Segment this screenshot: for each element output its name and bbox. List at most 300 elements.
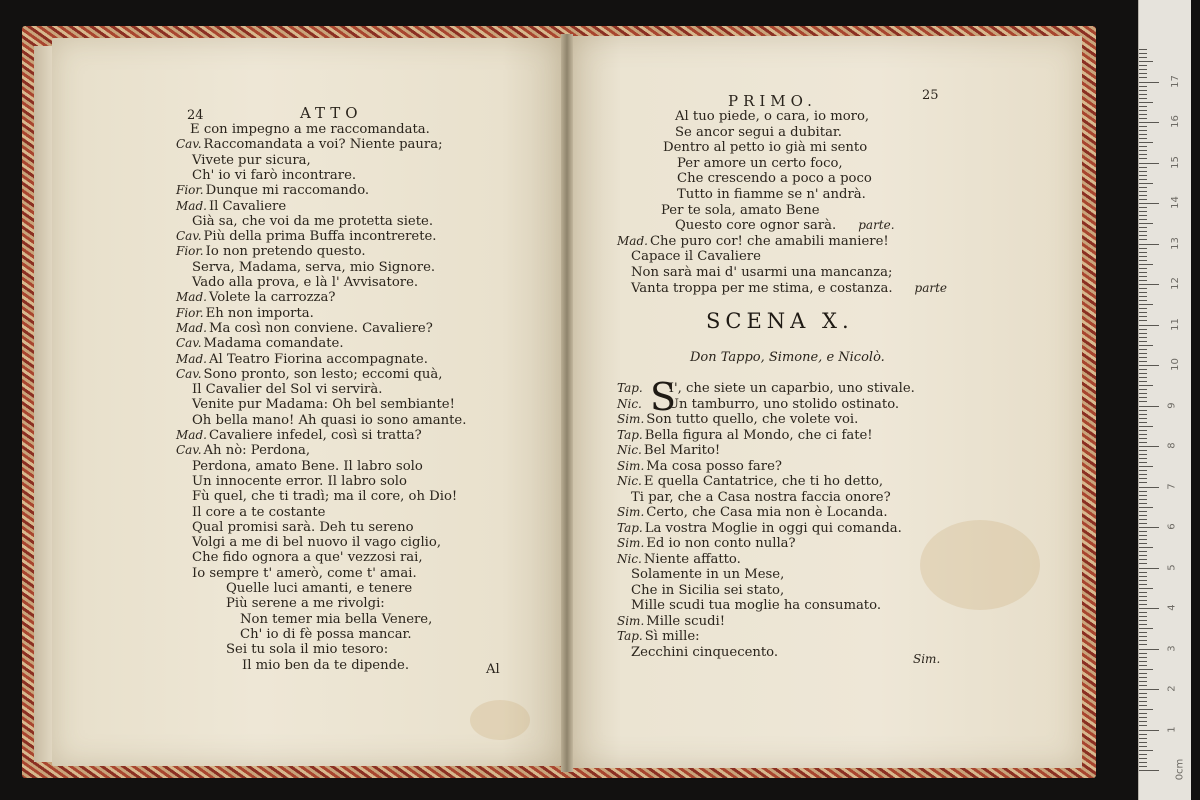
text-line	[192, 489, 457, 504]
speaker-label: Sim.	[617, 412, 645, 426]
ruler-tick	[1139, 458, 1147, 459]
speaker-label: Mad.	[617, 233, 648, 248]
ruler-tick	[1139, 410, 1147, 411]
text-line	[240, 612, 432, 627]
ruler-tick	[1139, 260, 1147, 261]
text-line	[226, 596, 385, 611]
ruler-label: 3	[1166, 644, 1178, 652]
ruler-tick	[1139, 167, 1147, 168]
verse-text: Vivete pur sicura,	[192, 152, 311, 168]
ruler-tick	[1139, 65, 1147, 66]
ruler-tick	[1139, 523, 1147, 524]
ruler-tick	[1139, 397, 1147, 398]
text-line	[677, 171, 872, 186]
ruler-label: 11	[1169, 317, 1181, 331]
ruler-tick	[1139, 300, 1147, 301]
catchword: Sim.	[913, 652, 941, 666]
ruler-tick	[1139, 312, 1147, 313]
ruler-tick	[1139, 325, 1159, 326]
text-line	[631, 249, 761, 264]
verse-text: Ma cosa posso fare?	[646, 458, 782, 474]
verse-text: Non sarà mai d' usarmi una mancanza;	[631, 265, 893, 280]
verse-text: Vado alla prova, e là l' Avvisatore.	[192, 275, 419, 290]
page-number: 25	[922, 88, 939, 103]
ruler-label: 1	[1166, 725, 1178, 733]
ruler-tick	[1139, 215, 1147, 216]
ruler-tick	[1139, 203, 1159, 204]
ruler-tick	[1139, 219, 1147, 220]
verse-text: Se ancor segui a dubitar.	[675, 124, 842, 140]
text-line	[176, 321, 433, 336]
ruler-tick	[1139, 721, 1147, 722]
verse-text: Dunque mi raccomando.	[205, 183, 370, 199]
ruler-tick	[1139, 470, 1147, 471]
ruler-label: 8	[1166, 442, 1178, 449]
text-line	[176, 367, 442, 382]
verse-text: Volete la carrozza?	[208, 290, 336, 306]
ruler-tick	[1139, 746, 1147, 747]
ruler-tick	[1139, 106, 1147, 107]
book-gutter	[561, 34, 573, 772]
verse-text: Ed io non conto nulla?	[646, 536, 796, 551]
verse-text: Perdona, amato Bene. Il labro solo	[192, 458, 423, 474]
ruler-tick	[1139, 183, 1153, 184]
speaker-label: Tap.	[617, 427, 643, 442]
ruler-tick	[1139, 442, 1147, 443]
speaker-label: Nic.	[617, 443, 642, 457]
ruler-tick	[1139, 495, 1147, 496]
ruler-tick	[1139, 401, 1147, 402]
ruler-tick	[1139, 673, 1147, 674]
verse-text: Già sa, che voi da me protetta siete.	[192, 213, 434, 229]
ruler-tick	[1139, 551, 1147, 552]
foxing-stain	[470, 700, 530, 740]
speaker-label: Cav.	[176, 443, 202, 458]
text-line	[631, 265, 892, 280]
ruler-tick	[1139, 600, 1147, 601]
speaker-label: Fior.	[176, 244, 204, 259]
ruler-tick	[1139, 142, 1153, 143]
text-line	[617, 505, 888, 520]
ruler-tick	[1139, 689, 1159, 690]
verse-text: Serva, Madama, serva, mio Signore.	[192, 259, 436, 275]
verse-text: Venite pur Madama: Oh bel sembiante!	[192, 397, 455, 413]
ruler-tick	[1139, 268, 1147, 269]
speaker-label: Cav.	[176, 229, 202, 244]
speaker-label: Mad.	[176, 198, 207, 213]
ruler-tick	[1139, 584, 1147, 585]
ruler-tick	[1139, 770, 1159, 771]
text-line	[192, 382, 382, 397]
ruler-tick	[1139, 572, 1147, 573]
ruler-tick	[1139, 750, 1153, 751]
text-line	[631, 281, 949, 296]
ruler-label: 6	[1166, 523, 1178, 530]
ruler-tick	[1139, 114, 1147, 115]
speaker-label: Nic.	[617, 396, 642, 411]
verse-text: Sì mille:	[644, 629, 700, 644]
ruler-tick	[1139, 284, 1159, 285]
ruler-tick	[1139, 187, 1147, 188]
ruler-tick	[1139, 592, 1147, 593]
ruler-tick	[1139, 264, 1153, 265]
ruler-tick	[1139, 195, 1147, 196]
ruler-tick	[1139, 280, 1147, 281]
ruler-tick	[1139, 130, 1147, 131]
text-line	[617, 614, 725, 629]
ruler-tick	[1139, 588, 1153, 589]
verse-text: Qual promisi sarà. Deh tu sereno	[192, 519, 414, 535]
ruler-tick	[1139, 730, 1159, 731]
ruler-tick	[1139, 701, 1147, 702]
text-line	[192, 520, 414, 535]
text-line	[192, 397, 455, 412]
ruler-tick	[1139, 94, 1147, 95]
ruler-tick	[1139, 393, 1147, 394]
ruler-tick	[1139, 677, 1147, 678]
text-line	[617, 536, 796, 551]
ruler-label: 5	[1166, 563, 1178, 571]
verse-text: E quella Cantatrice, che ti ho detto,	[643, 474, 884, 489]
verse-text: Raccomandata a voi? Niente paura;	[203, 137, 443, 153]
text-line	[617, 521, 902, 536]
verse-text: Mille scudi!	[646, 613, 726, 629]
verse-text: Dentro al petto io già mi sento	[663, 140, 868, 156]
verse-text: Son tutto quello, che volete voi.	[646, 412, 859, 427]
ruler-tick	[1139, 515, 1147, 516]
speaker-label: Fior.	[176, 183, 204, 198]
ruler-tick	[1139, 454, 1147, 455]
ruler-tick	[1139, 612, 1147, 613]
ruler-tick	[1139, 657, 1147, 658]
ruler-tick	[1139, 256, 1147, 257]
ruler-tick	[1139, 559, 1147, 560]
ruler-tick	[1139, 118, 1147, 119]
ruler-label: 13	[1169, 236, 1181, 250]
ruler-tick	[1139, 385, 1153, 386]
ruler-tick	[1139, 57, 1147, 58]
ruler-tick	[1139, 333, 1147, 334]
ruler-tick	[1139, 478, 1147, 479]
verse-text: Il mio ben da te dipende.	[242, 657, 410, 673]
text-line	[661, 203, 820, 218]
verse-text: Io sempre t' amerò, come t' amai.	[192, 565, 417, 581]
verse-text: Il core a te costante	[192, 504, 326, 520]
measuring-ruler	[1138, 0, 1191, 800]
ruler-tick	[1139, 154, 1147, 155]
ruler-tick	[1139, 434, 1147, 435]
ruler-tick	[1139, 207, 1147, 208]
ruler-tick	[1139, 90, 1147, 91]
ruler-tick	[1139, 171, 1147, 172]
ruler-tick	[1139, 576, 1147, 577]
speaker-label: Sim.	[617, 536, 645, 550]
scene-characters: Don Tappo, Simone, e Nicolò.	[690, 350, 885, 365]
verse-text: Sei tu sola il mio tesoro:	[226, 642, 389, 658]
running-header: ATTO	[300, 104, 363, 122]
speaker-label: Mad.	[176, 290, 207, 305]
verse-text: Solamente in un Mese,	[631, 567, 785, 582]
ruler-tick	[1139, 450, 1147, 451]
ruler-tick	[1139, 685, 1147, 686]
ruler-tick	[1139, 134, 1147, 135]
page-number: 24	[187, 108, 204, 123]
text-line	[192, 275, 418, 290]
ruler-tick	[1139, 49, 1147, 50]
ruler-tick	[1139, 179, 1147, 180]
text-line	[631, 490, 891, 505]
ruler-tick	[1139, 199, 1147, 200]
speaker-label: Sim.	[617, 505, 645, 519]
ruler-tick	[1139, 705, 1147, 706]
ruler-tick	[1139, 73, 1147, 74]
ruler-tick	[1139, 499, 1147, 500]
ruler-tick	[1139, 563, 1147, 564]
ruler-tick	[1139, 158, 1147, 159]
ruler-tick	[1139, 547, 1153, 548]
stage-direction: parte	[914, 280, 948, 295]
ruler-tick	[1139, 316, 1147, 317]
ruler-tick	[1139, 644, 1147, 645]
text-line	[242, 658, 409, 673]
ruler-tick	[1139, 304, 1153, 305]
verse-text: Bel Marito!	[643, 443, 721, 458]
ruler-tick	[1139, 725, 1147, 726]
ruler-tick	[1139, 276, 1147, 277]
ruler-tick	[1139, 527, 1159, 528]
ruler-tick	[1139, 539, 1147, 540]
ruler-tick	[1139, 758, 1147, 759]
text-line	[617, 397, 899, 412]
ruler-tick	[1139, 762, 1147, 763]
ruler-label: 14	[1169, 196, 1181, 209]
text-line	[617, 443, 720, 458]
verse-text: Oh bella mano! Ah quasi io sono amante.	[192, 412, 467, 428]
text-line	[663, 140, 867, 155]
ruler-tick	[1139, 709, 1153, 710]
ruler-tick	[1139, 555, 1147, 556]
text-line	[192, 474, 407, 489]
ruler-tick	[1139, 632, 1147, 633]
text-line	[617, 412, 858, 427]
ruler-tick	[1139, 345, 1153, 346]
ruler-tick	[1139, 474, 1147, 475]
ruler-tick	[1139, 146, 1147, 147]
text-line	[192, 566, 417, 581]
ruler-tick	[1139, 580, 1147, 581]
speaker-label: Tap.	[617, 381, 643, 395]
text-line	[617, 428, 873, 443]
ruler-tick	[1139, 717, 1147, 718]
ruler-tick	[1139, 640, 1147, 641]
ruler-tick	[1139, 292, 1147, 293]
ruler-tick	[1139, 296, 1147, 297]
text-line	[617, 552, 741, 567]
ruler-tick	[1139, 738, 1147, 739]
text-line	[192, 168, 356, 183]
ruler-tick	[1139, 211, 1147, 212]
speaker-label: Tap.	[617, 520, 643, 535]
verse-text: Quelle luci amanti, e tenere	[226, 581, 413, 596]
ruler-tick	[1139, 742, 1147, 743]
verse-text: Bella figura al Mondo, che ci fate!	[644, 427, 873, 443]
verse-text: Che puro cor! che amabili maniere!	[649, 233, 889, 249]
page-edges	[34, 46, 54, 762]
ruler-tick	[1139, 320, 1147, 321]
speaker-label: Cav.	[176, 366, 202, 381]
scene-title: SCENA X.	[706, 309, 854, 333]
ruler-tick	[1139, 438, 1147, 439]
verse-text: Un innocente error. Il labro solo	[192, 473, 407, 489]
text-line	[176, 290, 335, 305]
speaker-label: Mad.	[176, 320, 207, 335]
text-line	[675, 109, 869, 124]
text-line	[675, 125, 842, 140]
verse-text: Zecchini cinquecento.	[631, 644, 779, 660]
verse-text: Che crescendo a poco a poco	[677, 171, 872, 187]
ruler-label: 17	[1169, 74, 1181, 88]
running-header: PRIMO.	[728, 92, 817, 110]
verse-text: Per te sola, amato Bene	[661, 202, 820, 218]
ruler-tick	[1139, 163, 1159, 164]
ruler-label: 16	[1169, 115, 1181, 128]
ruler-tick	[1139, 665, 1147, 666]
ruler-tick	[1139, 636, 1147, 637]
ruler-tick	[1139, 235, 1147, 236]
ruler-tick	[1139, 754, 1147, 755]
ruler-tick	[1139, 503, 1147, 504]
verse-text: Il Cavalier del Sol vi servirà.	[192, 382, 383, 398]
ruler-tick	[1139, 669, 1153, 670]
ruler-tick	[1139, 491, 1147, 492]
ruler-label: 0cm	[1174, 758, 1186, 781]
text-line	[192, 153, 311, 168]
ruler-tick	[1139, 482, 1147, 483]
text-line	[176, 336, 344, 351]
ruler-tick	[1139, 373, 1147, 374]
text-line	[240, 627, 412, 642]
ruler-tick	[1139, 620, 1147, 621]
text-line	[192, 214, 433, 229]
verse-text: Fù quel, che ti tradì; ma il core, oh Dio!	[192, 489, 458, 505]
text-line	[176, 244, 366, 259]
ruler-tick	[1139, 596, 1147, 597]
ruler-tick	[1139, 353, 1147, 354]
text-line	[176, 352, 428, 367]
ruler-tick	[1139, 377, 1147, 378]
ruler-tick	[1139, 337, 1147, 338]
speaker-label: Cav.	[176, 137, 202, 152]
verse-text: Più serene a me rivolgi:	[226, 596, 385, 612]
verse-text: Un tamburro, uno stolido ostinato.	[667, 396, 900, 412]
verse-text: Ch' io vi farò incontrare.	[192, 167, 357, 183]
ruler-tick	[1139, 244, 1159, 245]
ruler-tick	[1139, 466, 1153, 467]
speaker-label: Sim.	[617, 458, 645, 473]
verse-text: Tutto in fiamme se n' andrà.	[677, 187, 866, 202]
ruler-tick	[1139, 381, 1147, 382]
ruler-tick	[1139, 414, 1147, 415]
verse-text: Più della prima Buffa incontrerete.	[203, 229, 437, 245]
speaker-label: Mad.	[176, 428, 207, 442]
ruler-tick	[1139, 102, 1153, 103]
ruler-tick	[1139, 535, 1147, 536]
ruler-tick	[1139, 150, 1147, 151]
text-line	[631, 645, 778, 660]
text-line	[176, 428, 422, 443]
ruler-tick	[1139, 341, 1147, 342]
ruler-tick	[1139, 531, 1147, 532]
ruler-tick	[1139, 122, 1159, 123]
ruler-tick	[1139, 430, 1147, 431]
verse-text: Ti par, che a Casa nostra faccia onore?	[631, 489, 891, 505]
verse-text: Volgi a me di bel nuovo il vago ciglio,	[192, 535, 442, 551]
ruler-tick	[1139, 697, 1147, 698]
ruler-tick	[1139, 175, 1147, 176]
ruler-tick	[1139, 361, 1147, 362]
speaker-label: Mad.	[176, 351, 207, 366]
ruler-tick	[1139, 734, 1147, 735]
ruler-tick	[1139, 446, 1159, 447]
ruler-tick	[1139, 487, 1159, 488]
ruler-tick	[1139, 369, 1147, 370]
verse-text: Certo, che Casa mia non è Locanda.	[646, 505, 888, 520]
verse-text: Sono pronto, son lesto; eccomi quà,	[203, 366, 443, 382]
verse-text: Eh non importa.	[205, 305, 314, 321]
speaker-label: Nic.	[617, 474, 642, 488]
text-line	[192, 535, 441, 550]
verse-text: I', che siete un caparbio, uno stivale.	[668, 381, 915, 396]
text-line	[617, 381, 915, 396]
ruler-tick	[1139, 53, 1147, 54]
text-line	[617, 474, 883, 489]
text-line	[631, 567, 784, 582]
verse-text: Ah nò: Perdona,	[203, 443, 311, 459]
text-line	[176, 183, 369, 198]
stage-direction: parte.	[858, 218, 895, 233]
verse-text: Ma così non conviene. Cavaliere?	[208, 320, 433, 336]
ruler-tick	[1139, 126, 1147, 127]
speaker-label: Sim.	[617, 613, 645, 628]
speaker-label: Fior.	[176, 305, 204, 320]
verse-text: Non temer mia bella Venere,	[240, 611, 433, 627]
ruler-label: 7	[1166, 482, 1178, 490]
ruler-label: 10	[1169, 358, 1181, 371]
ruler-tick	[1139, 82, 1159, 83]
text-line	[617, 234, 889, 249]
ruler-tick	[1139, 357, 1147, 358]
ruler-tick	[1139, 248, 1147, 249]
verse-text: Il Cavaliere	[208, 198, 287, 214]
ruler-tick	[1139, 69, 1147, 70]
ruler-tick	[1139, 418, 1147, 419]
ruler-tick	[1139, 227, 1147, 228]
ruler-tick	[1139, 693, 1147, 694]
verse-text: Questo core ognor sarà.	[675, 218, 837, 234]
ruler-tick	[1139, 231, 1147, 232]
text-line	[192, 505, 325, 520]
ruler-tick	[1139, 608, 1159, 609]
ruler-tick	[1139, 568, 1159, 569]
text-line	[617, 459, 782, 474]
ruler-tick	[1139, 766, 1147, 767]
text-line	[677, 187, 866, 202]
ruler-tick	[1139, 329, 1147, 330]
ruler-tick	[1139, 239, 1147, 240]
ruler-tick	[1139, 86, 1147, 87]
ruler-tick	[1139, 543, 1147, 544]
catchword: Al	[486, 662, 500, 677]
